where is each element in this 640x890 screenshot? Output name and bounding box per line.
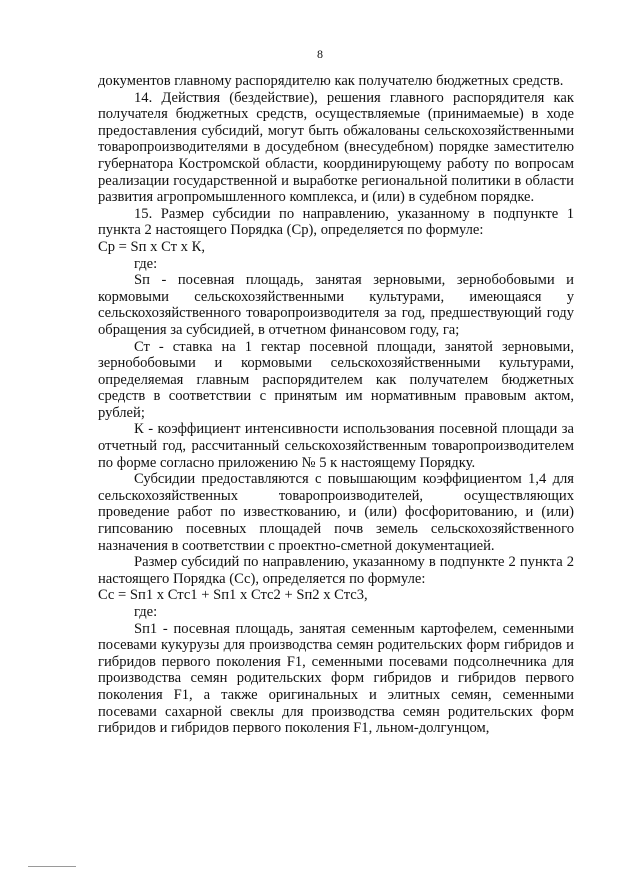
where-label: где: [134, 604, 158, 620]
page-number: 8 [317, 47, 323, 61]
document-body [98, 73, 574, 737]
formula-cc: Сс = Sп1 х Стс1 + Sп1 х Стс2 + Sп2 х Стс3, [98, 587, 368, 604]
footer-divider [28, 866, 76, 867]
where-label: где: [134, 255, 158, 272]
definition-sp1: Sп1 - посевная площадь, занятая семенным картофелем, семенными посевами кукурузы для производства семян родительских форм гибридов и гибридов первого поколения F1, семенными посевами подсолнечника для производства семян родительских форм гибридов и гибридов первого поколения F1, а также оригинальных и элитных семян, семенными посевами сахарной свеклы для производства семян родительских форм гибридов и гибридов первого поколения F1, льном-долгунцом, [98, 620, 574, 737]
paragraph-continuation: документов главному распорядителю как получателю бюджетных средств. [98, 73, 564, 89]
definition-sp: Sп - посевная площадь, занятая зерновыми, зернобобовыми и кормовыми сельскохозяйственными культурами, имеющаяся у сельскохозяйственного товаропроизводителя за год, предшествующий году обращения за субсидией, в отчетном финансовом году, га; [98, 272, 574, 338]
formula-cr: Ср = Sп х Ст х К, [98, 238, 205, 255]
paragraph-coefficient: Субсидии предоставляются с повышающим коэффициентом 1,4 для сельскохозяйственных товаропроизводителей, осуществляющих проведение работ по известкованию, и (или) фосфоритованию, и (или) гипсованию посевных площадей почв земель сельскохозяйственного назначения в соответствии с проектно-сметной документацией. [98, 471, 574, 554]
paragraph-15: 15. Размер субсидии по направлению, указанному в подпункте 1 пункта 2 настоящего Порядка (Ср), определяется по формуле: [98, 205, 574, 239]
definition-st: Ст - ставка на 1 гектар посевной площади, занятой зерновыми, зернобобовыми и кормовыми сельскохозяйственными культурами, определяемая главным распорядителем как получателем бюджетных средств в соответствии с принятым им нормативным правовым актом, рублей; [98, 338, 574, 421]
definition-k: К - коэффициент интенсивности использования посевной площади за отчетный год, рассчитанный сельскохозяйственным товаропроизводителем по форме согласно приложению № 5 к настоящему Порядку. [98, 421, 574, 471]
paragraph-subsidy-size: Размер субсидий по направлению, указанному в подпункте 2 пункта 2 настоящего Порядка (Сс), определяется по формуле: [98, 554, 574, 587]
paragraph-14: 14. Действия (бездействие), решения главного распорядителя как получателя бюджетных средств, осуществляемые (принимаемые) в ходе предоставления субсидий, могут быть обжалованы сельскохозяйственными товаропроизводителями в досудебном (внесудебном) порядке заместителю губернатора Костромской области, координирующему работу по вопросам реализации государственной и выработке региональной политики в области развития агропромышленного комплекса, и (или) в судебном порядке. [98, 89, 574, 206]
